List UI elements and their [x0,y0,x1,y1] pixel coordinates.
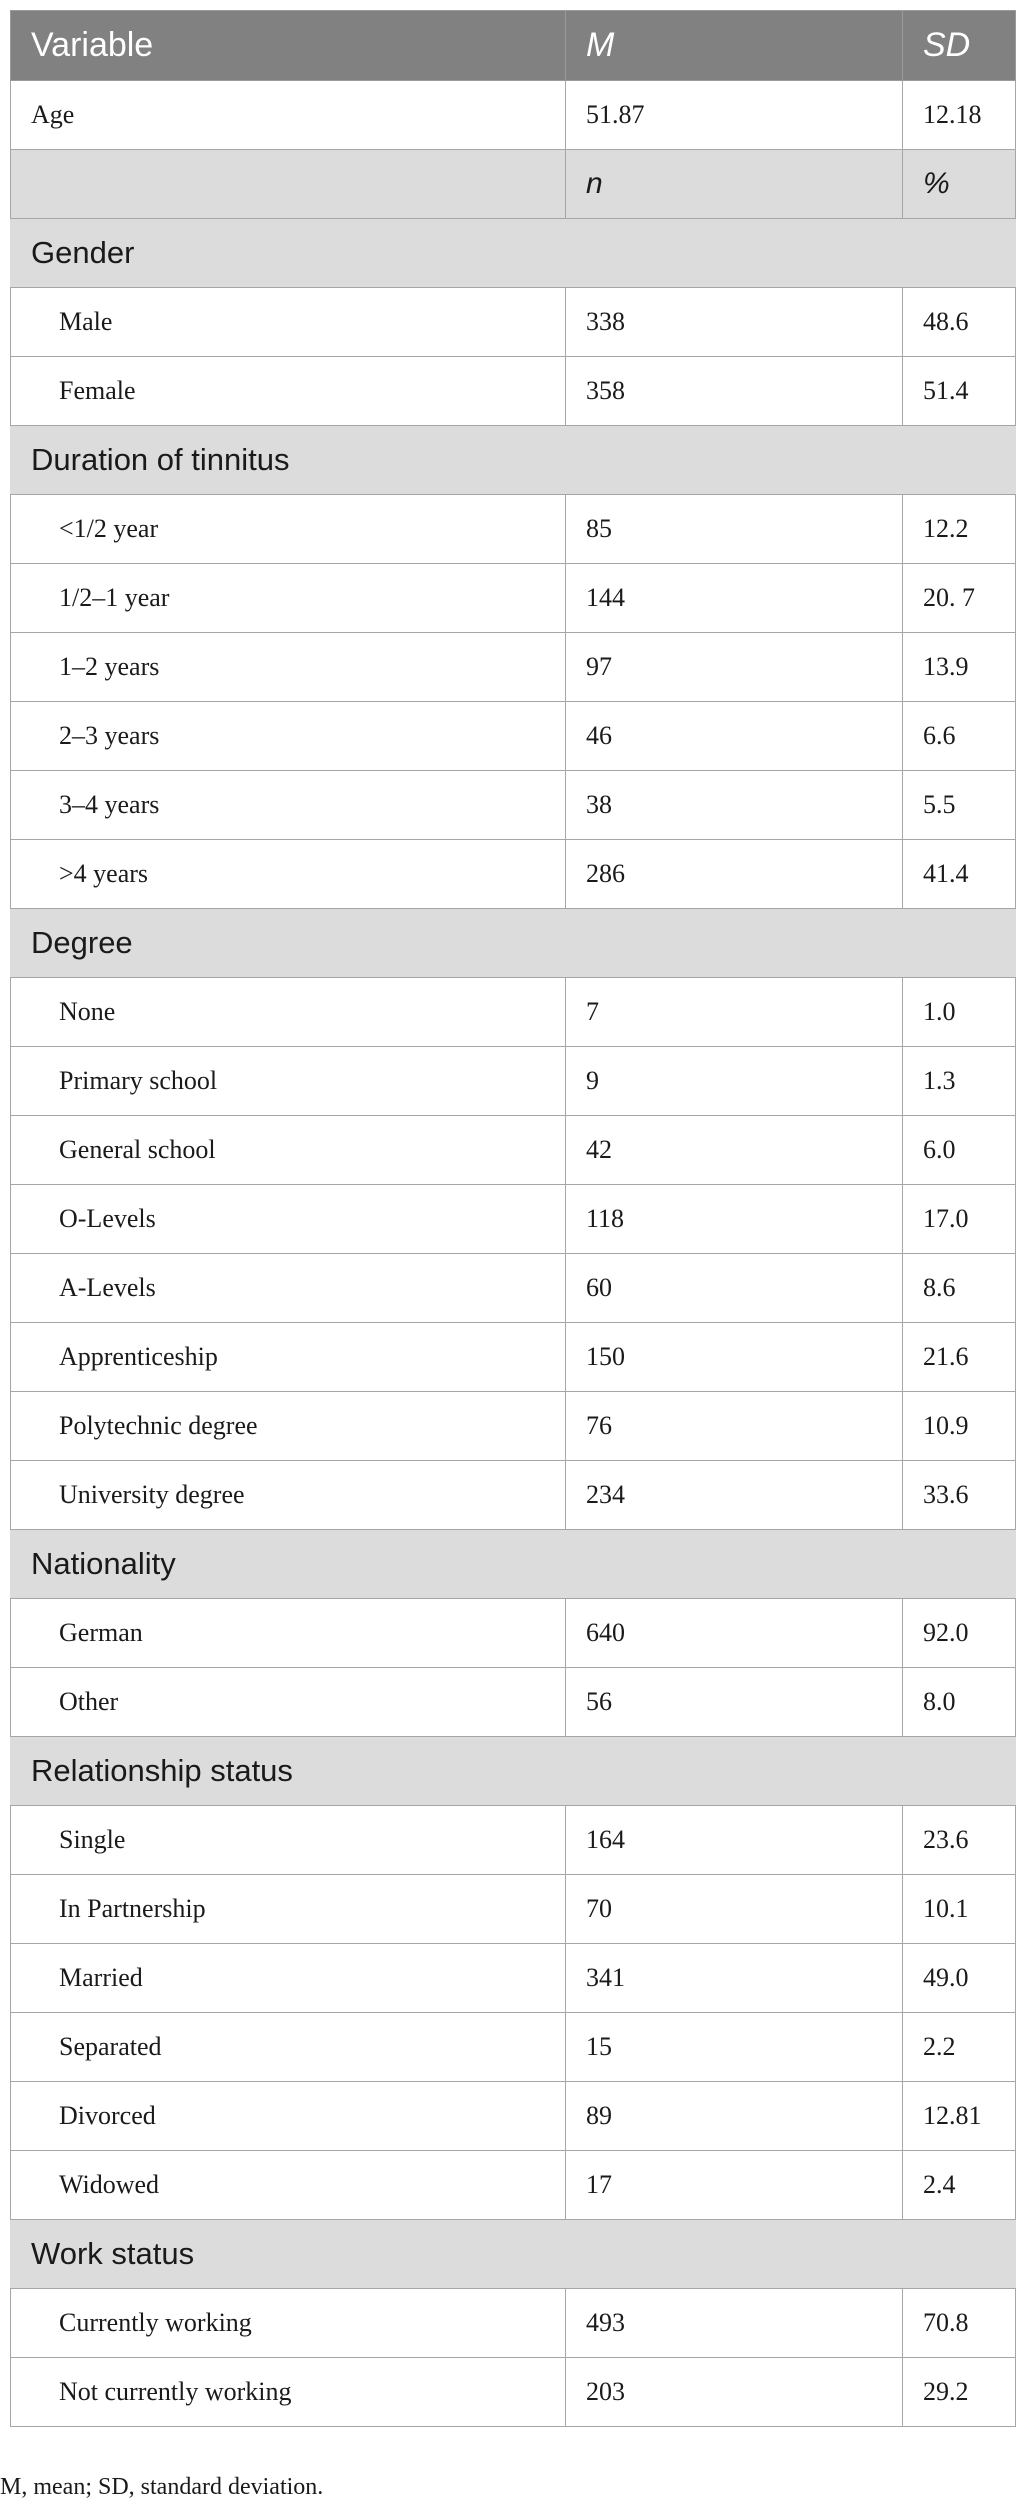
table-row [11,495,1016,564]
row-label: Other [11,1668,566,1737]
table-row [11,1944,1016,2013]
row-pct: 48.6 [903,288,1016,357]
row-pct: 12.2 [903,495,1016,564]
table-row [11,1116,1016,1185]
row-pct: 29.2 [903,2358,1016,2427]
table-row [11,1047,1016,1116]
row-pct: 21.6 [903,1323,1016,1392]
table-row [11,2013,1016,2082]
row-label: Widowed [11,2151,566,2220]
row-n: 7 [566,978,903,1047]
row-label: Not currently working [11,2358,566,2427]
subheader-n: n [566,150,903,219]
row-label: 3–4 years [11,771,566,840]
table-row [11,2151,1016,2220]
section-title: Nationality [11,1530,1016,1599]
row-n: 640 [566,1599,903,1668]
section-title: Gender [11,219,1016,288]
row-n: 97 [566,633,903,702]
row-n: 338 [566,288,903,357]
section-header-row [11,219,1016,288]
table-row [11,1392,1016,1461]
row-n: 203 [566,2358,903,2427]
row-n: 70 [566,1875,903,1944]
section-header-row [11,909,1016,978]
row-label: German [11,1599,566,1668]
row-label: O-Levels [11,1185,566,1254]
row-label: <1/2 year [11,495,566,564]
row-label: Currently working [11,2289,566,2358]
row-pct: 12.81 [903,2082,1016,2151]
row-n: 144 [566,564,903,633]
row-label: Married [11,1944,566,2013]
row-pct: 70.8 [903,2289,1016,2358]
row-n: 15 [566,2013,903,2082]
row-n: 89 [566,2082,903,2151]
row-pct: 2.2 [903,2013,1016,2082]
row-pct: 2.4 [903,2151,1016,2220]
row-n: 38 [566,771,903,840]
row-label: General school [11,1116,566,1185]
table-row [11,1806,1016,1875]
row-n: 358 [566,357,903,426]
row-label: Polytechnic degree [11,1392,566,1461]
row-label: 2–3 years [11,702,566,771]
row-n: 164 [566,1806,903,1875]
row-label: >4 years [11,840,566,909]
row-pct: 20. 7 [903,564,1016,633]
table-row [11,288,1016,357]
table-row [11,702,1016,771]
table-row [11,1254,1016,1323]
table-row [11,564,1016,633]
row-pct: 1.3 [903,1047,1016,1116]
row-pct: 13.9 [903,633,1016,702]
row-pct: 5.5 [903,771,1016,840]
row-n: 234 [566,1461,903,1530]
row-pct: 51.4 [903,357,1016,426]
row-label: University degree [11,1461,566,1530]
section-header-row [11,1737,1016,1806]
row-pct: 10.1 [903,1875,1016,1944]
row-n: 56 [566,1668,903,1737]
table-row [11,2289,1016,2358]
age-mean: 51.87 [566,81,903,150]
header-variable: Variable [11,11,566,81]
header-sd: SD [903,11,1016,81]
row-label: A-Levels [11,1254,566,1323]
row-label: 1–2 years [11,633,566,702]
table-row [11,1599,1016,1668]
table-row [11,1185,1016,1254]
section-title: Degree [11,909,1016,978]
section-header-row [11,1530,1016,1599]
table-row [11,357,1016,426]
subheader-pct: % [903,150,1016,219]
demographics-table [10,10,1016,2427]
section-header-row [11,426,1016,495]
row-label: Male [11,288,566,357]
section-title: Duration of tinnitus [11,426,1016,495]
row-pct: 10.9 [903,1392,1016,1461]
row-label: Separated [11,2013,566,2082]
subheader-blank [11,150,566,219]
table-row [11,1323,1016,1392]
row-label: Primary school [11,1047,566,1116]
row-pct: 23.6 [903,1806,1016,1875]
row-label: Apprenticeship [11,1323,566,1392]
row-label: Divorced [11,2082,566,2151]
row-pct: 92.0 [903,1599,1016,1668]
row-pct: 8.6 [903,1254,1016,1323]
row-pct: 6.0 [903,1116,1016,1185]
row-n: 46 [566,702,903,771]
row-label: 1/2–1 year [11,564,566,633]
section-header-row [11,2220,1016,2289]
row-pct: 49.0 [903,1944,1016,2013]
age-label: Age [11,81,566,150]
table-row [11,633,1016,702]
row-pct: 6.6 [903,702,1016,771]
section-title: Relationship status [11,1737,1016,1806]
row-n: 118 [566,1185,903,1254]
row-label: None [11,978,566,1047]
row-n: 76 [566,1392,903,1461]
row-pct: 41.4 [903,840,1016,909]
row-n: 42 [566,1116,903,1185]
table-header-row [11,11,1016,81]
row-pct: 33.6 [903,1461,1016,1530]
row-n: 85 [566,495,903,564]
row-label: Female [11,357,566,426]
table-row [11,2082,1016,2151]
row-pct: 8.0 [903,1668,1016,1737]
table-footnote: M, mean; SD, standard deviation. [0,2474,324,2500]
age-sd: 12.18 [903,81,1016,150]
subheader-row [11,150,1016,219]
table-row-age [11,81,1016,150]
row-n: 17 [566,2151,903,2220]
table-row [11,2358,1016,2427]
row-pct: 1.0 [903,978,1016,1047]
row-n: 286 [566,840,903,909]
header-mean: M [566,11,903,81]
table-row [11,771,1016,840]
row-label: In Partnership [11,1875,566,1944]
row-label: Single [11,1806,566,1875]
table-row [11,1461,1016,1530]
row-n: 493 [566,2289,903,2358]
row-n: 150 [566,1323,903,1392]
section-title: Work status [11,2220,1016,2289]
row-pct: 17.0 [903,1185,1016,1254]
table-row [11,1668,1016,1737]
table-row [11,1875,1016,1944]
table-row [11,978,1016,1047]
row-n: 60 [566,1254,903,1323]
table-row [11,840,1016,909]
row-n: 341 [566,1944,903,2013]
row-n: 9 [566,1047,903,1116]
